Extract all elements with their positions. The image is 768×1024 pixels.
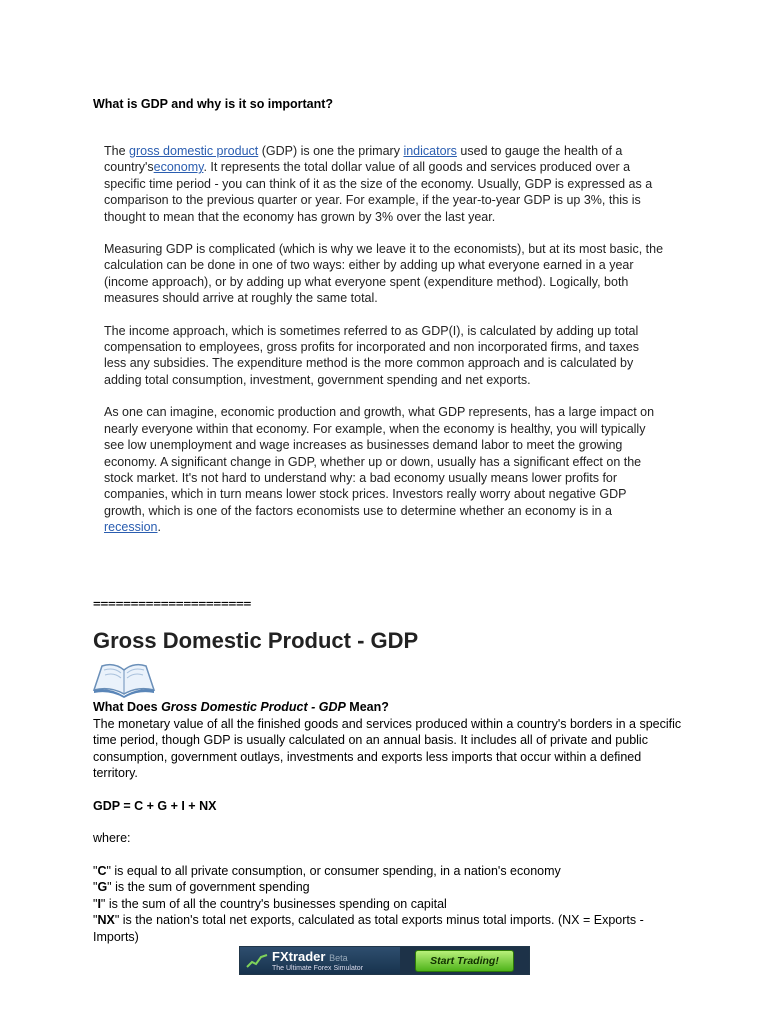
symbol: C [97, 863, 107, 878]
ad-button-panel [400, 947, 529, 974]
recession-link[interactable]: recession [104, 520, 158, 535]
symbol: NX [97, 913, 115, 927]
paragraph-intro [104, 143, 664, 225]
text: used to gauge the health of a country's [104, 144, 623, 175]
definition-text: The monetary value of all the finished goods and services produced within a country's borders in a specific time period, though GDP is usually calculated on an annual basis. It includes all of private and public consumption, government outlays, investments and exports less imports that occur within a defined territory. [93, 716, 682, 780]
brand-name: FXtrader [272, 948, 326, 964]
formula-terms [93, 863, 683, 946]
divider-line: ===================== [93, 597, 252, 612]
gross-domestic-product-link[interactable]: gross domestic product [129, 144, 259, 158]
ad-brand [272, 950, 363, 963]
start-trading-button[interactable]: Start Trading! [415, 950, 514, 972]
chart-icon [246, 953, 268, 969]
quote: " [93, 863, 98, 878]
description: is the sum of government spending [111, 880, 310, 894]
description: is equal to all private consumption, or consumer spending, in a nation's economy [110, 863, 561, 878]
gdp-formula: GDP = C + G + I + NX [93, 798, 217, 813]
fxtrader-ad-banner[interactable] [239, 946, 530, 975]
paragraph-measuring: Measuring GDP is complicated (which is why we leave it to the economists), but at its most basic, the calculation can be done in one of two ways: either by adding up what everyone earned in a year (income approach), or by adding up what everyone spent (expenditure method). Logically, both measures should arrive at roughly the same total. [104, 242, 664, 306]
quote: " [93, 880, 98, 894]
article-body [104, 143, 664, 552]
description: is the sum of all the country's businesses spending on capital [105, 896, 447, 911]
quote: " [100, 896, 106, 911]
ad-logo [272, 950, 363, 972]
page-title: What is GDP and why is it so important? [93, 97, 334, 111]
section-heading: Gross Domestic Product - GDP [93, 628, 419, 653]
paragraph-impact [104, 404, 664, 535]
term-i [93, 896, 683, 913]
text: (GDP) is one the primary [258, 144, 404, 158]
text: . [157, 520, 161, 535]
term: Gross Domestic Product - GDP [161, 700, 346, 714]
text: The [104, 144, 130, 158]
definition-section [93, 699, 683, 945]
quote: " [106, 863, 111, 878]
quote: " [93, 896, 98, 911]
quote: " [107, 880, 112, 894]
indicators-link[interactable]: indicators [403, 144, 457, 158]
text: . It represents the total dollar value of all goods and services produced over a specific time period - you can think of it as the size of the economy. Usually, GDP is expressed as a comparison to the previous quarter or year. For example, if the year-to-year GDP is up 3%, this is thought to mean that the economy has grown by 3% over the last year. [104, 160, 653, 224]
book-icon [92, 660, 156, 698]
quote: " [114, 913, 120, 927]
beta-label: Beta [329, 952, 348, 963]
economy-link[interactable]: economy [153, 160, 204, 175]
symbol: G [97, 880, 108, 894]
definition-question [93, 699, 683, 716]
where-label: where: [93, 831, 131, 845]
ad-tagline: The Ultimate Forex Simulator [272, 964, 364, 972]
text: As one can imagine, economic production and growth, what GDP represents, has a large impact on nearly everyone within that economy. For example, when the economy is healthy, you will typically see low unemployment and wage increases as businesses demand labor to meet the growing economy. A significant change in GDP, whether up or down, usually has a significant effect on the stock market. It's not hard to understand why: a bad economy usually means lower profits for companies, which in turn means lower stock prices. Investors really worry about negative GDP growth, which is one of the factors economists use to determine whether an economy is in a [104, 405, 655, 518]
quote: " [93, 913, 98, 927]
ad-logo-panel [240, 947, 400, 974]
term-c [93, 863, 683, 880]
term-g [93, 879, 683, 896]
text: Mean? [345, 700, 389, 714]
term-nx [93, 912, 683, 945]
symbol: I [97, 896, 101, 911]
paragraph-income-approach: The income approach, which is sometimes referred to as GDP(I), is calculated by adding up total compensation to employees, gross profits for incorporated and non incorporated firms, and taxes less any subsidies. The expenditure method is the more common approach and is calculated by adding total consumption, investment, government spending and net exports. [104, 323, 640, 387]
text: What Does [93, 700, 162, 714]
description: is the nation's total net exports, calculated as total exports minus total imports. (NX = Exports - Imports) [93, 913, 644, 944]
